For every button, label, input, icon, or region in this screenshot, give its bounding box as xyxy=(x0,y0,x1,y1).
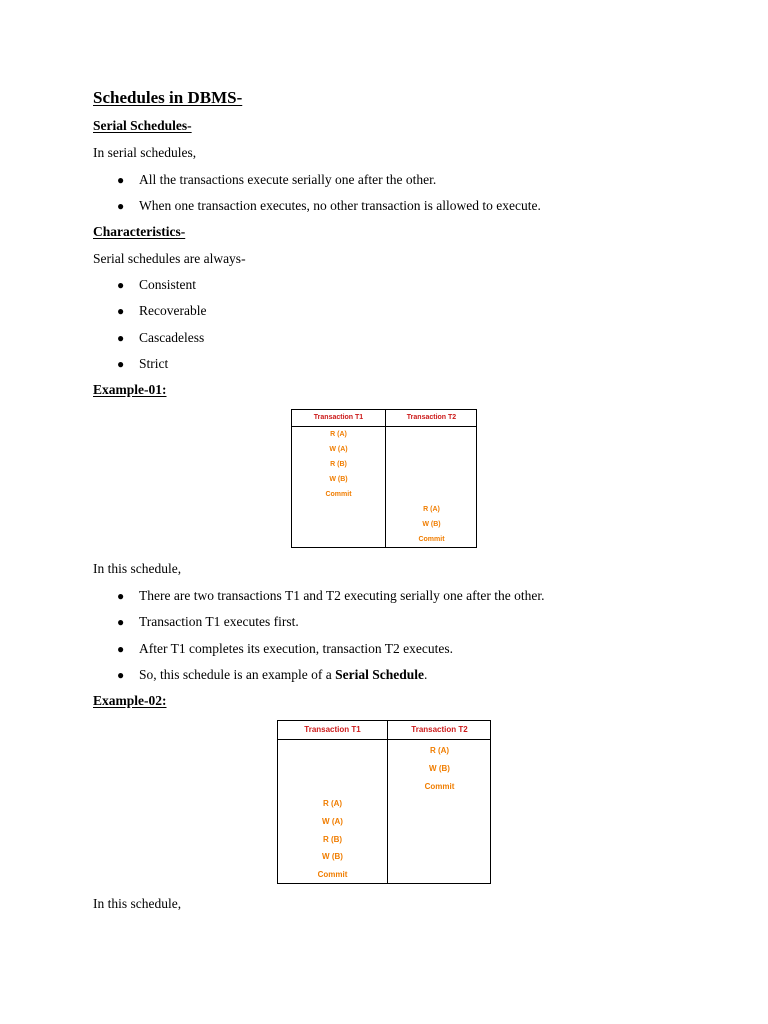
page-title: Schedules in DBMS- xyxy=(93,88,243,107)
t2-operation: W (B) xyxy=(422,521,441,528)
column-header-t2: Transaction T2 xyxy=(411,725,468,734)
t1-operation: R (B) xyxy=(322,835,343,844)
example-02-intro: In this schedule, xyxy=(93,896,182,911)
example-01-transaction-table xyxy=(291,409,477,548)
example-02-heading: Example-02: xyxy=(93,693,167,708)
bullet-icon: ● xyxy=(117,615,125,630)
bullet-icon: ● xyxy=(117,357,125,372)
example-01-heading: Example-01: xyxy=(93,382,167,397)
serial-intro: In serial schedules, xyxy=(93,145,197,160)
bullet-icon: ● xyxy=(117,173,125,187)
bullet-icon: ● xyxy=(117,641,125,656)
t1-operation: W (B) xyxy=(329,476,348,483)
example-02-transaction-table xyxy=(277,720,491,884)
t2-operation: R (A) xyxy=(423,506,440,513)
serial-schedule-emphasis: Serial Schedule xyxy=(335,667,424,683)
t1-operation: W (B) xyxy=(322,852,343,861)
t1-operation: R (A) xyxy=(322,799,343,808)
bullet-icon: ● xyxy=(117,330,125,345)
bullet-icon: ● xyxy=(117,199,125,214)
t1-operation: Commit xyxy=(325,491,352,498)
t1-operation: W (A) xyxy=(322,817,343,826)
bullet-icon: ● xyxy=(117,304,125,319)
bullet-icon: ● xyxy=(117,278,125,292)
example-01-intro: In this schedule, xyxy=(93,561,182,576)
bullet-icon: ● xyxy=(117,668,125,683)
column-header-t1: Transaction T1 xyxy=(313,414,364,421)
t2-operation: Commit xyxy=(424,782,455,791)
t2-operation: Commit xyxy=(418,536,445,543)
t1-operation: R (B) xyxy=(330,461,347,468)
t1-operation: Commit xyxy=(317,870,348,879)
column-header-t2: Transaction T2 xyxy=(406,414,457,421)
t2-operation: R (A) xyxy=(429,746,450,755)
t2-operation: W (B) xyxy=(429,764,450,773)
column-header-t1: Transaction T1 xyxy=(304,725,361,734)
characteristics-heading: Characteristics- xyxy=(93,224,186,239)
t1-operation: R (A) xyxy=(330,431,347,438)
t1-operation: W (A) xyxy=(329,446,348,453)
serial-schedules-heading: Serial Schedules- xyxy=(93,118,192,133)
bullet-icon: ● xyxy=(117,589,125,603)
characteristics-intro: Serial schedules are always- xyxy=(93,251,246,266)
document-page: Schedules in DBMS- Serial Schedules- In serial schedules, ● All the transactions execute serially one after the other. ● When one transaction executes, no other transaction is allowed to execute. Characteristics- Serial schedules are always- ● Consistent ● Recoverable ● Cascadeless ● Strict Example-01: Transaction T1 Transaction T2 R (A) W (A) R (B) W (B) Commit R (A) W (B) Commit In this schedule, ● There are two transactions T1 and T2 executing serially one after the other. ● Transaction T1 executes first. ● After T1 completes its execution, transaction T2 executes. ● So, this schedule is an example of a Serial Schedule. Example-02: Transaction T1 Transaction T2 R (A) W (B) Commit R (A) W (A) R (B) W (B) Commit In this schedule, xyxy=(93,88,545,911)
